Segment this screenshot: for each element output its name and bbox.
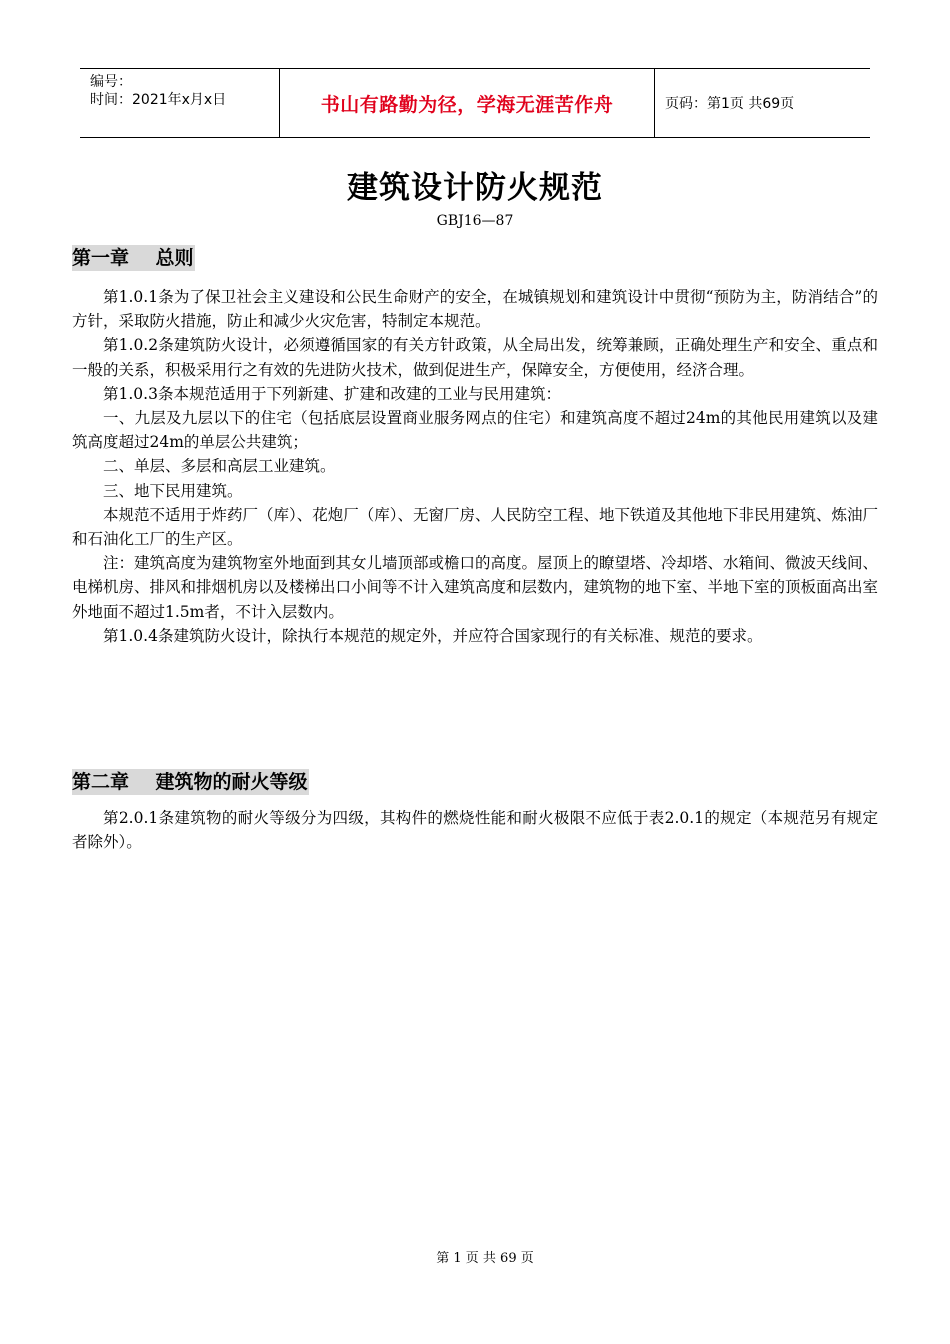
paragraph: 第1.0.2条建筑防火设计，必须遵循国家的有关方针政策，从全局出发，统筹兼顾，正确处理生产和安全、重点和一般的关系，积极采用行之有效的先进防火技术，做到促进生产，保障安全，方便使用，经济合理。 bbox=[72, 336, 878, 379]
chapter2-body bbox=[72, 806, 878, 854]
number-label: 编号： bbox=[90, 74, 132, 90]
chapter1-heading: 第一章 总则 bbox=[72, 247, 194, 269]
paragraph: 一、九层及九层以下的住宅（包括底层设置商业服务网点的住宅）和建筑高度不超过24m的其他民用建筑以及建筑高度超过24m的单层公共建筑； bbox=[72, 409, 878, 452]
paragraph: 本规范不适用于炸药厂（库）、花炮厂（库）、无窗厂房、人民防空工程、地下铁道及其他地下非民用建筑、炼油厂和石油化工厂的生产区。 bbox=[72, 505, 879, 549]
document-code: GBJ16—87 bbox=[436, 213, 514, 229]
paragraph: 第1.0.1条为了保卫社会主义建设和公民生命财产的安全，在城镇规划和建筑设计中贯彻“预防为主，防消结合”的方针，采取防火措施，防止和减少火灾危害，特制定本规范。 bbox=[72, 288, 878, 331]
header-meta-cell bbox=[80, 69, 280, 137]
paragraph: 第2.0.1条建筑物的耐火等级分为四级，其构件的燃烧性能和耐火极限不应低于表2.0.1的规定（本规范另有规定者除外）。 bbox=[72, 809, 878, 852]
page-info: 页码：第1页 共69页 bbox=[665, 96, 795, 112]
chapter2-heading: 第二章 建筑物的耐火等级 bbox=[72, 771, 308, 793]
paragraph: 三、地下民用建筑。 bbox=[103, 481, 243, 500]
paragraph: 第1.0.4条建筑防火设计，除执行本规范的规定外，并应符合国家现行的有关标准、规范的要求。 bbox=[103, 626, 763, 645]
paragraph: 第1.0.3条本规范适用于下列新建、扩建和改建的工业与民用建筑： bbox=[103, 384, 561, 403]
chapter1-body bbox=[72, 285, 878, 648]
paragraph: 二、单层、多层和高层工业建筑。 bbox=[103, 457, 336, 476]
page-footer: 第 1 页 共 69 页 bbox=[436, 1251, 534, 1266]
date-label: 时间：2021年x月x日 bbox=[90, 92, 227, 108]
motto-text: 书山有路勤为径，学海无涯苦作舟 bbox=[320, 93, 614, 116]
paragraph: 注：建筑高度为建筑物室外地面到其女儿墙顶部或檐口的高度。屋顶上的瞭望塔、冷却塔、水箱间、微波天线间、电梯机房、排风和排烟机房以及楼梯出口小间等不计入建筑高度和层数内，建筑物的地下室、半地下室的顶板面高出室外地面不超过1.5m者，不计入层数内。 bbox=[72, 554, 879, 621]
header-page-cell bbox=[655, 69, 870, 137]
header-table bbox=[80, 68, 870, 138]
document-title: 建筑设计防火规范 bbox=[347, 170, 603, 206]
header-motto-cell bbox=[280, 69, 655, 137]
